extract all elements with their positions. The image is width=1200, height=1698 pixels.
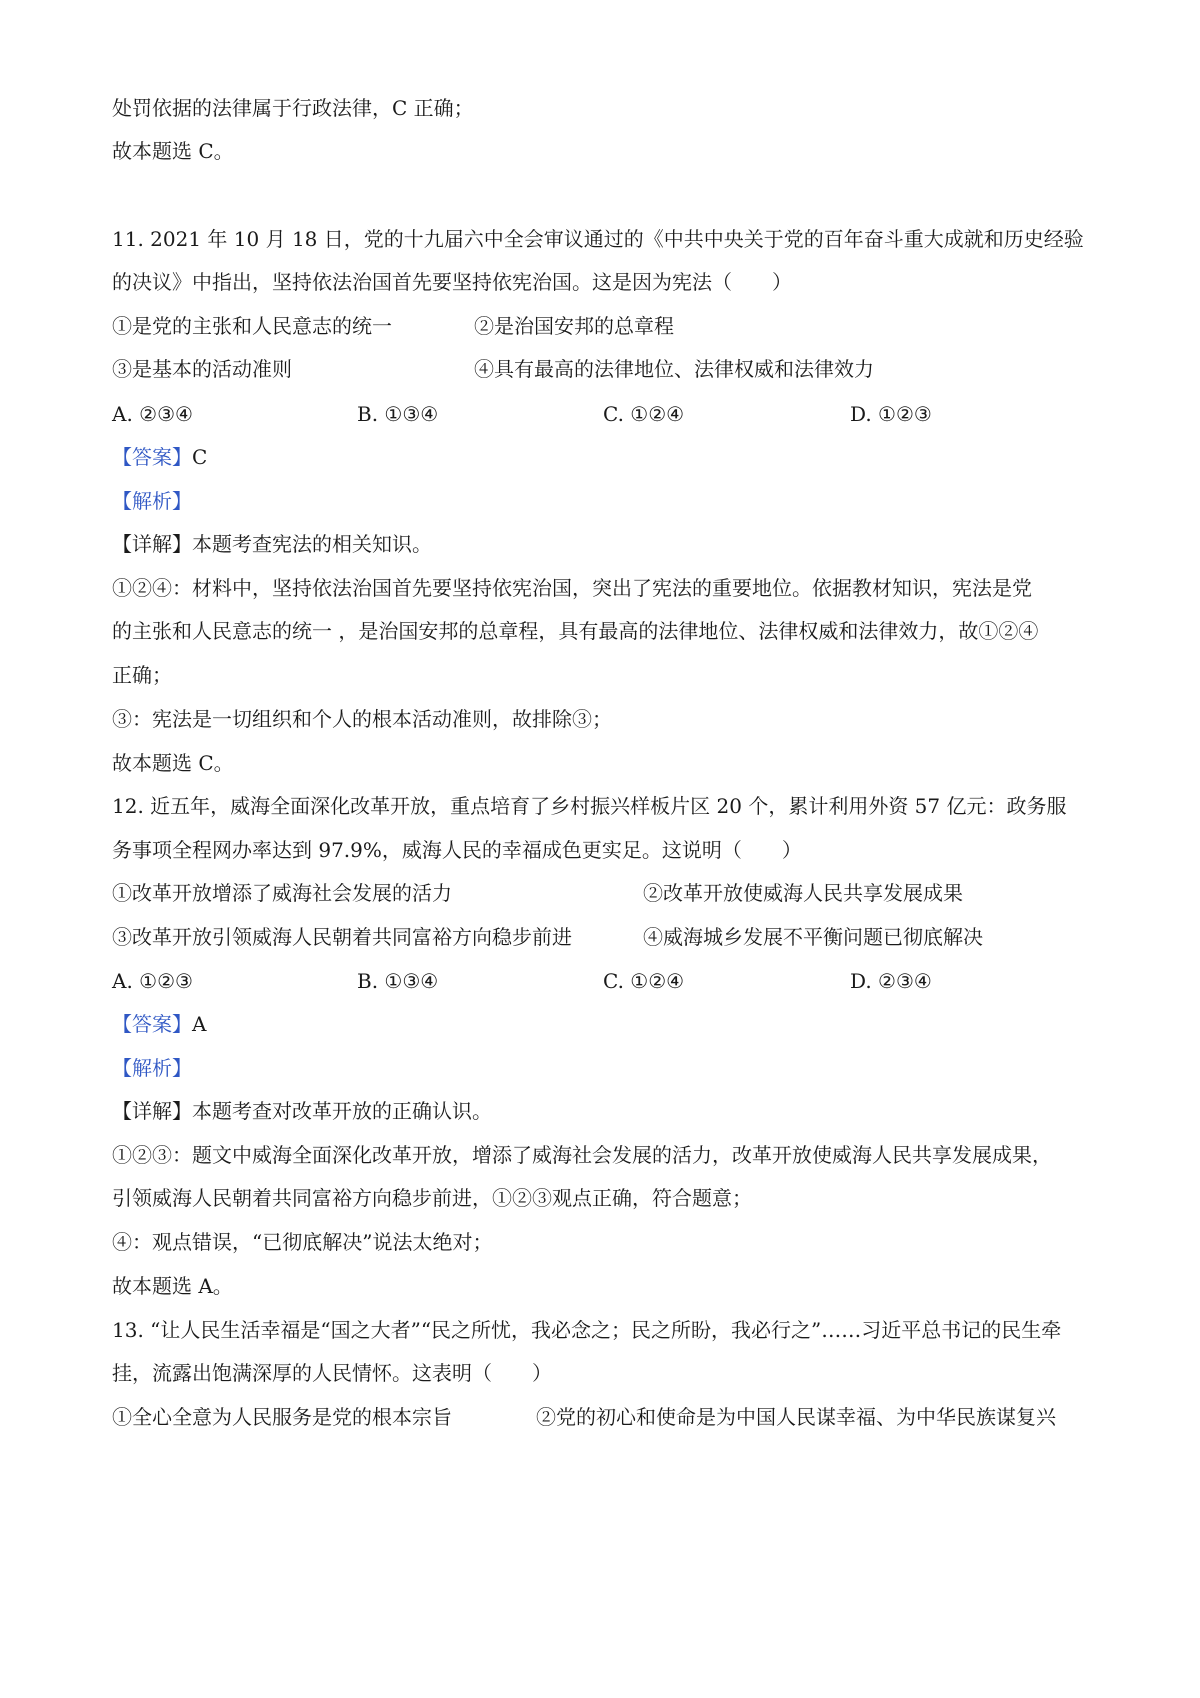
- q11-answer-tag: 【答案】: [112, 445, 192, 469]
- q12-statement-1: ①改革开放增添了威海社会发展的活力: [112, 881, 452, 905]
- q12-explanation-line-4: 故本题选 A。: [112, 1274, 233, 1298]
- q11-choice-c: C. ①②④: [603, 402, 685, 426]
- q11-statement-4: ④具有最高的法律地位、法律权威和法律效力: [474, 357, 874, 381]
- q13-statement-2: ②党的初心和使命是为中国人民谋幸福、为中华民族谋复兴: [536, 1405, 1056, 1429]
- q11-analysis-tag: 【解析】: [112, 489, 192, 513]
- q11-stem-line-2: 的决议》中指出，坚持依法治国首先要坚持依宪治国。这是因为宪法（ ）: [112, 270, 792, 294]
- q11-answer-value: C: [192, 445, 208, 469]
- q12-explanation-line-3: ④：观点错误，“已彻底解决”说法太绝对；: [112, 1230, 493, 1254]
- intro-line-1: 处罚依据的法律属于行政法律，C 正确；: [112, 96, 474, 120]
- q11-explanation-line-1: ①②④：材料中，坚持依法治国首先要坚持依宪治国，突出了宪法的重要地位。依据教材知识，宪法是党: [112, 576, 1032, 600]
- q12-detail: 【详解】本题考查对改革开放的正确认识。: [112, 1099, 492, 1123]
- q12-choice-c: C. ①②④: [603, 969, 685, 993]
- q11-detail: 【详解】本题考查宪法的相关知识。: [112, 532, 432, 556]
- q13-stem-line-2: 挂，流露出饱满深厚的人民情怀。这表明（ ）: [112, 1361, 552, 1385]
- q12-stem-line-2: 务事项全程网办率达到 97.9%，威海人民的幸福成色更实足。这说明（ ）: [112, 838, 802, 862]
- q12-stem-line-1: 12. 近五年，威海全面深化改革开放，重点培育了乡村振兴样板片区 20 个，累计利用外资 57 亿元：政务服: [112, 794, 1067, 818]
- q12-choice-b: B. ①③④: [357, 969, 439, 993]
- q11-choice-d: D. ①②③: [850, 402, 932, 426]
- q11-statement-3: ③是基本的活动准则: [112, 357, 292, 381]
- q11-answer: [112, 443, 207, 471]
- q11-statement-2: ②是治国安邦的总章程: [474, 314, 674, 338]
- q11-explanation-line-2: 的主张和人民意志的统一 ，是治国安邦的总章程，具有最高的法律地位、法律权威和法律效力，故①②④: [112, 619, 1039, 643]
- q12-analysis-tag: 【解析】: [112, 1056, 192, 1080]
- q12-statement-4: ④威海城乡发展不平衡问题已彻底解决: [643, 925, 983, 949]
- q12-statement-2: ②改革开放使威海人民共享发展成果: [643, 881, 963, 905]
- q13-stem-line-1: 13. “让人民生活幸福是“国之大者”“民之所忧，我必念之；民之所盼，我必行之”……习近平总书记的民生牵: [112, 1318, 1062, 1342]
- q11-stem-line-1: 11. 2021 年 10 月 18 日，党的十九届六中全会审议通过的《中共中央关于党的百年奋斗重大成就和历史经验: [112, 227, 1084, 251]
- q11-explanation-line-3: 正确；: [112, 663, 172, 687]
- q11-statement-1: ①是党的主张和人民意志的统一: [112, 314, 392, 338]
- q11-choice-a: A. ②③④: [112, 402, 193, 426]
- q12-statement-3: ③改革开放引领威海人民朝着共同富裕方向稳步前进: [112, 925, 572, 949]
- q12-explanation-line-1: ①②③：题文中威海全面深化改革开放，增添了威海社会发展的活力，改革开放使威海人民共享发展成果，: [112, 1143, 1052, 1167]
- q12-explanation-line-2: 引领威海人民朝着共同富裕方向稳步前进，①②③观点正确，符合题意；: [112, 1186, 752, 1210]
- intro-line-2: 故本题选 C。: [112, 139, 234, 163]
- q11-explanation-line-4: ③：宪法是一切组织和个人的根本活动准则，故排除③；: [112, 707, 612, 731]
- q12-answer-value: A: [192, 1012, 207, 1036]
- q12-choice-d: D. ②③④: [850, 969, 932, 993]
- q11-explanation-line-5: 故本题选 C。: [112, 751, 234, 775]
- q13-statement-1: ①全心全意为人民服务是党的根本宗旨: [112, 1405, 452, 1429]
- q12-answer-tag: 【答案】: [112, 1012, 192, 1036]
- q12-choice-a: A. ①②③: [112, 969, 193, 993]
- q11-choice-b: B. ①③④: [357, 402, 439, 426]
- q12-answer: [112, 1010, 206, 1038]
